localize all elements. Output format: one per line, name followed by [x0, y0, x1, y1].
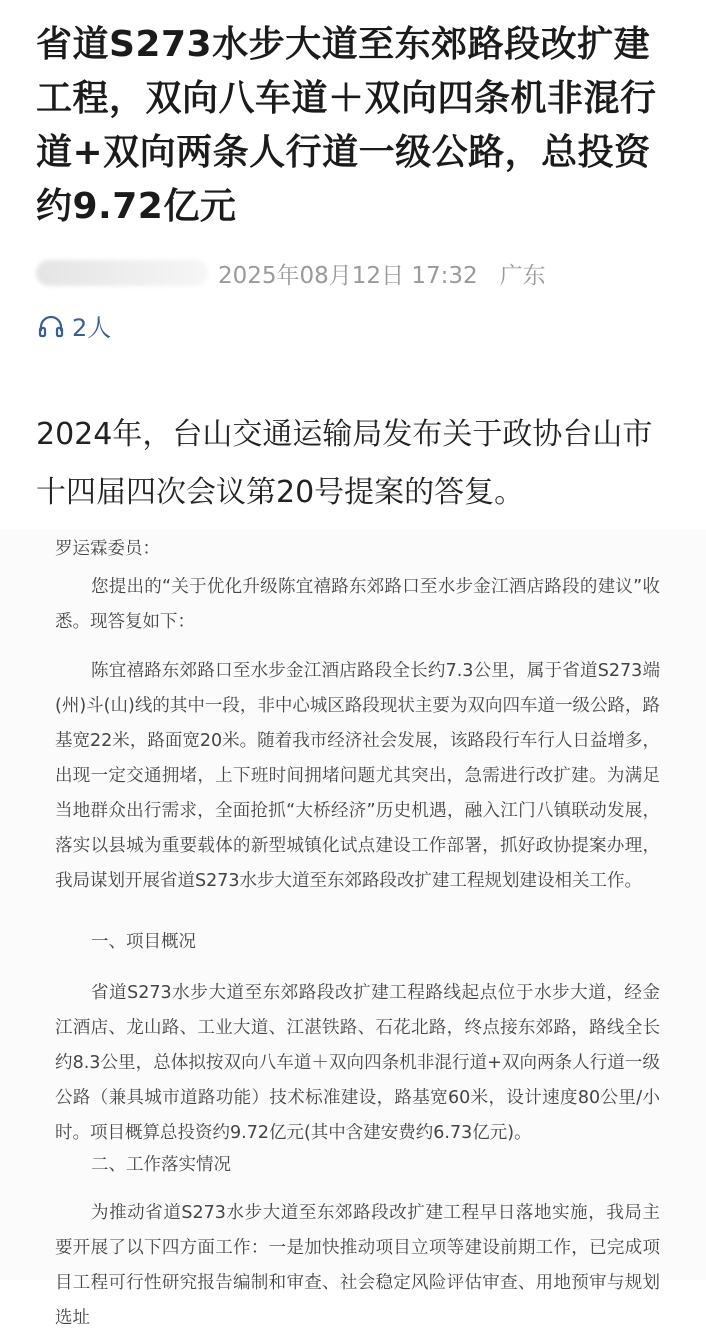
- listen-button[interactable]: [38, 308, 111, 343]
- publish-region: 广东: [499, 262, 546, 289]
- listener-count: 2人: [72, 314, 112, 342]
- article-intro: 2024年，台山交通运输局发布关于政协台山市十四届四次会议第20号提案的答复。: [36, 417, 653, 510]
- doc-salutation: 罗运霖委员：: [55, 539, 160, 559]
- doc-paragraph: 省道S273水步大道至东郊路段改扩建工程路线起点位于水步大道，经金江酒店、龙山路、工业大道、江湛铁路、石花北路，终点接东郊路，路线全长约8.3公里，总体拟按双向八车道＋双向四条机非混行道+双向两条人行道一级公路（兼具城市道路功能）技术标准建设，路基宽60米，设计速度80公里/小时。项目概算总投资约9.72亿元(其中含建安费约6.73亿元)。: [55, 983, 660, 1143]
- doc-paragraph: 您提出的“关于优化升级陈宜禧路东郊路口至水步金江酒店路段的建议”收悉。现答复如下：: [55, 577, 660, 632]
- doc-paragraph: 陈宜禧路东郊路口至水步金江酒店路段全长约7.3公里，属于省道S273端(州)斗(山)线的其中一段，非中心城区路段现状主要为双向四车道一级公路，路基宽22米，路面宽20米。随着我市经济社会发展，该路段行车行人日益增多，出现一定交通拥堵，上下班时间拥堵问题尤其突出，急需进行改扩建。为满足当地群众出行需求，全面抢抓“大桥经济”历史机遇，融入江门八镇联动发展，落实以县城为重要载体的新型城镇化试点建设工作部署，抓好政协提案办理，我局谋划开展省道S273水步大道至东郊路段改扩建工程规划建设相关工作。: [55, 661, 660, 891]
- doc-heading: 一、项目概况: [91, 932, 196, 952]
- article-title: 省道S273水步大道至东郊路段改扩建工程，双向八车道＋双向四条机非混行道+双向两条人行道一级公路，总投资约9.72亿元: [36, 24, 657, 227]
- doc-heading: 二、工作落实情况: [91, 1155, 231, 1175]
- article-meta: [36, 256, 676, 290]
- document-image: [0, 530, 706, 1328]
- doc-paragraph: 为推动省道S273水步大道至东郊路段改扩建工程早日落地实施，我局主要开展了以下四方面工作：一是加快推动项目立项等建设前期工作，已完成项目工程可行性研究报告编制和审查、社会稳定风险评估审查、用地预审与规划选址: [55, 1203, 660, 1328]
- author-name-blurred[interactable]: [36, 260, 208, 286]
- publish-datetime: 2025年08月12日 17:32: [218, 262, 478, 289]
- headphones-icon: [38, 314, 64, 338]
